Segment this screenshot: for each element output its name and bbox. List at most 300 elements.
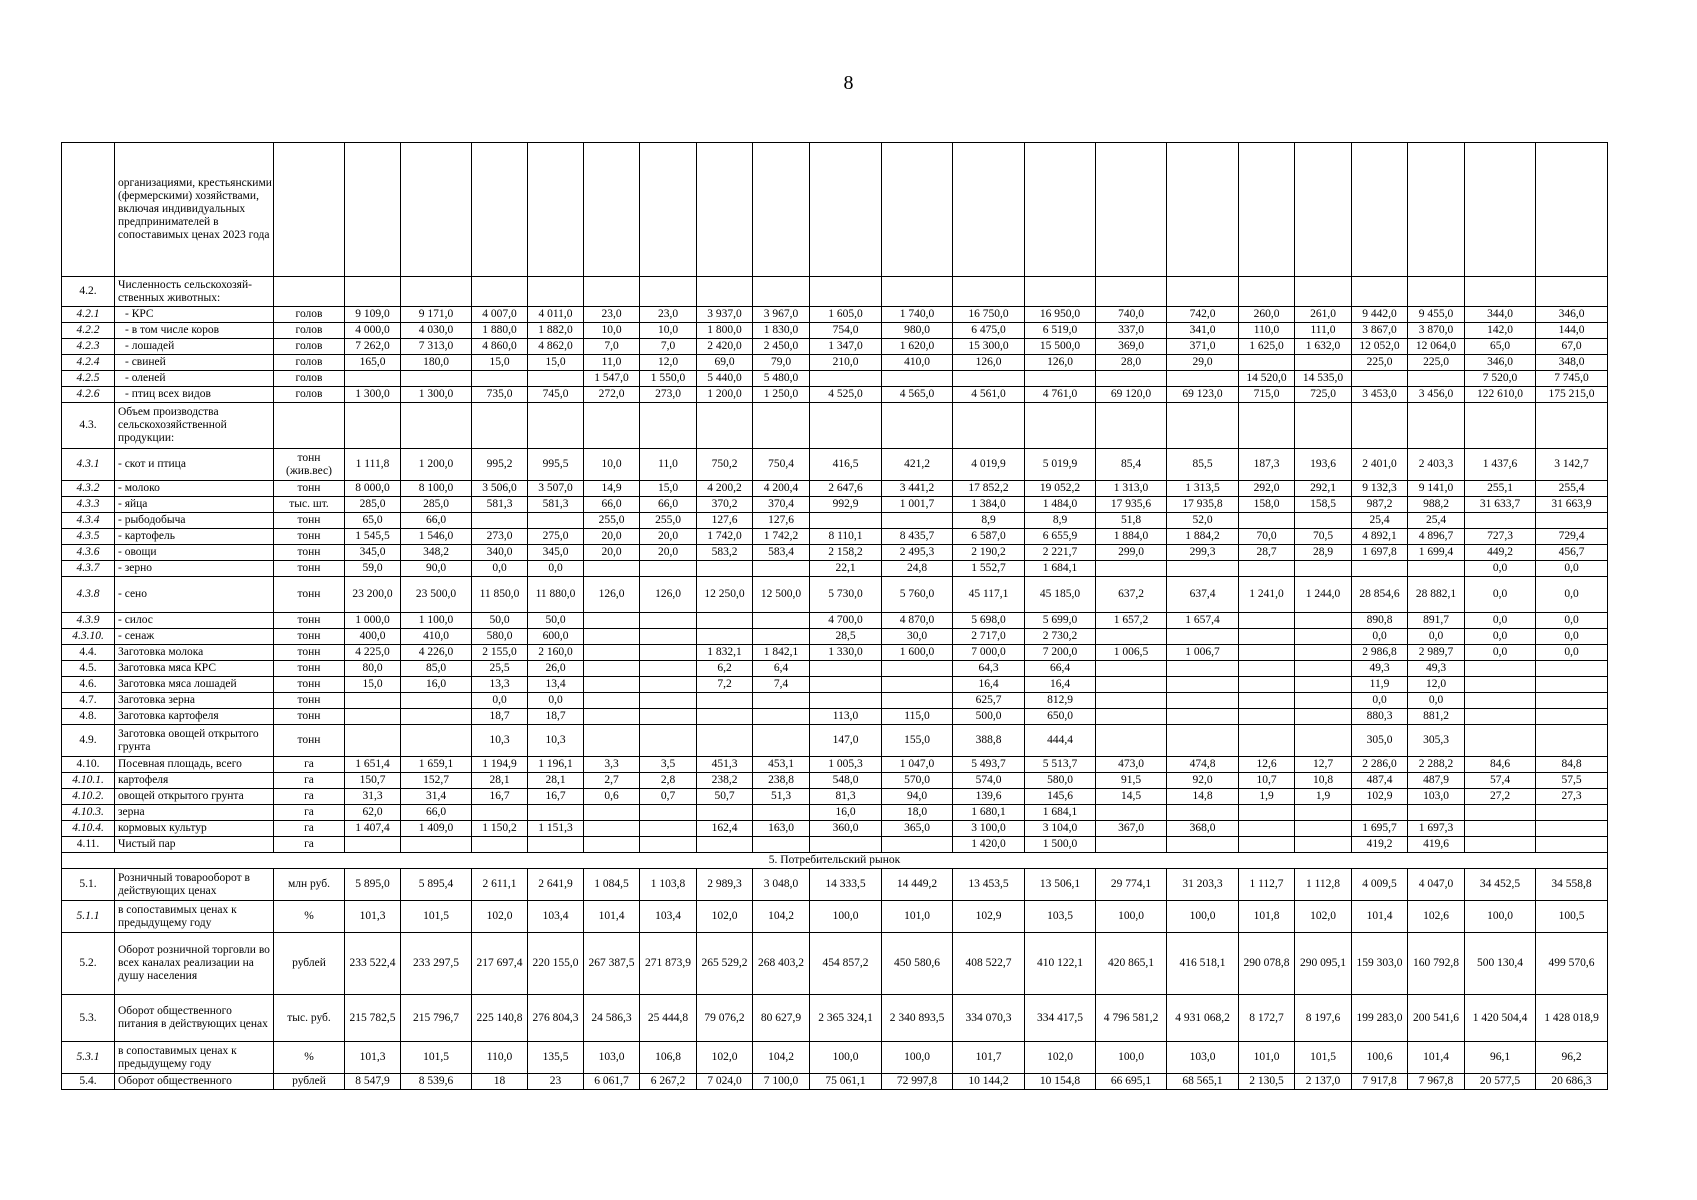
value-cell: 238,8	[753, 773, 810, 789]
value-cell: 12 500,0	[753, 577, 810, 613]
value-cell: 1 313,0	[1096, 481, 1167, 497]
value-cell: 96,2	[1536, 1042, 1608, 1074]
table-row	[62, 901, 1608, 933]
row-name: - КРС	[115, 307, 274, 323]
value-cell	[753, 613, 810, 629]
value-cell: 23 500,0	[401, 577, 472, 613]
value-cell: 101,4	[584, 901, 640, 933]
value-cell: 368,0	[1167, 821, 1239, 837]
value-cell	[1295, 837, 1352, 853]
table-row	[62, 773, 1608, 789]
value-cell: 10,0	[584, 323, 640, 339]
table-row	[62, 1042, 1608, 1074]
value-cell: 69 120,0	[1096, 387, 1167, 403]
value-cell: 499 570,6	[1536, 933, 1608, 995]
row-unit	[274, 403, 345, 449]
value-cell: 102,0	[697, 901, 753, 933]
value-cell	[1295, 725, 1352, 757]
value-cell: 4 047,0	[1408, 869, 1465, 901]
value-cell: 487,4	[1352, 773, 1408, 789]
row-code: 4.10.4.	[62, 821, 115, 837]
table-row	[62, 143, 1608, 277]
value-cell: 1 657,4	[1167, 613, 1239, 629]
value-cell: 158,0	[1239, 497, 1295, 513]
value-cell: 4 225,0	[345, 645, 401, 661]
value-cell: 16,0	[401, 677, 472, 693]
value-cell	[1295, 355, 1352, 371]
value-cell: 292,1	[1295, 481, 1352, 497]
value-cell	[584, 613, 640, 629]
value-cell: 346,0	[1536, 307, 1608, 323]
row-unit: тонн	[274, 709, 345, 725]
value-cell	[697, 613, 753, 629]
value-cell	[584, 277, 640, 307]
value-cell: 1 194,9	[472, 757, 528, 773]
row-code: 4.3.4	[62, 513, 115, 529]
value-cell: 8 110,1	[810, 529, 882, 545]
value-cell: 2 986,8	[1352, 645, 1408, 661]
value-cell	[697, 277, 753, 307]
value-cell: 637,2	[1096, 577, 1167, 613]
value-cell: 637,4	[1167, 577, 1239, 613]
value-cell: 255,0	[640, 513, 697, 529]
table-row	[62, 1074, 1608, 1090]
value-cell	[753, 805, 810, 821]
value-cell: 1 244,0	[1295, 577, 1352, 613]
value-cell: 285,0	[401, 497, 472, 513]
value-cell: 371,0	[1167, 339, 1239, 355]
value-cell	[1295, 277, 1352, 307]
row-unit: га	[274, 757, 345, 773]
value-cell	[472, 805, 528, 821]
value-cell: 548,0	[810, 773, 882, 789]
value-cell: 4 860,0	[472, 339, 528, 355]
row-unit: тонн	[274, 513, 345, 529]
value-cell: 1 882,0	[528, 323, 584, 339]
value-cell: 225 140,8	[472, 995, 528, 1042]
value-cell: 142,0	[1465, 323, 1536, 339]
value-cell: 8,9	[1025, 513, 1096, 529]
value-cell: 11,0	[584, 355, 640, 371]
value-cell: 100,0	[1096, 1042, 1167, 1074]
value-cell	[1295, 677, 1352, 693]
value-cell: 92,0	[1167, 773, 1239, 789]
table-body	[62, 143, 1608, 1090]
value-cell	[1295, 629, 1352, 645]
value-cell: 0,0	[528, 693, 584, 709]
value-cell	[1352, 143, 1408, 277]
value-cell: 1 196,1	[528, 757, 584, 773]
value-cell	[584, 629, 640, 645]
value-cell: 4 200,4	[753, 481, 810, 497]
value-cell: 101,4	[1408, 1042, 1465, 1074]
value-cell: 14 535,0	[1295, 371, 1352, 387]
value-cell: 1 047,0	[882, 757, 953, 773]
value-cell	[1465, 709, 1536, 725]
value-cell: 31 633,7	[1465, 497, 1536, 513]
value-cell: 100,5	[1536, 901, 1608, 933]
value-cell: 158,5	[1295, 497, 1352, 513]
value-cell: 217 697,4	[472, 933, 528, 995]
value-cell: 193,6	[1295, 449, 1352, 481]
value-cell: 103,5	[1025, 901, 1096, 933]
value-cell	[401, 725, 472, 757]
value-cell	[472, 403, 528, 449]
value-cell	[1465, 661, 1536, 677]
value-cell: 2 288,2	[1408, 757, 1465, 773]
value-cell	[1295, 661, 1352, 677]
value-cell: 1 084,5	[584, 869, 640, 901]
value-cell: 305,0	[1352, 725, 1408, 757]
value-cell: 102,6	[1408, 901, 1465, 933]
value-cell: 2 340 893,5	[882, 995, 953, 1042]
value-cell: 580,0	[472, 629, 528, 645]
value-cell: 292,0	[1239, 481, 1295, 497]
value-cell: 101,5	[401, 901, 472, 933]
value-cell	[1408, 403, 1465, 449]
row-code: 5.3.1	[62, 1042, 115, 1074]
value-cell: 200 541,6	[1408, 995, 1465, 1042]
value-cell: 127,6	[697, 513, 753, 529]
row-unit: тонн	[274, 725, 345, 757]
row-unit: тонн	[274, 693, 345, 709]
row-code: 4.3.6	[62, 545, 115, 561]
value-cell: 79,0	[753, 355, 810, 371]
value-cell: 51,8	[1096, 513, 1167, 529]
value-cell: 3 048,0	[753, 869, 810, 901]
value-cell: 160 792,8	[1408, 933, 1465, 995]
value-cell: 7 313,0	[401, 339, 472, 355]
value-cell: 19 052,2	[1025, 481, 1096, 497]
value-cell: 233 522,4	[345, 933, 401, 995]
value-cell: 22,1	[810, 561, 882, 577]
value-cell	[1408, 371, 1465, 387]
section-title: 5. Потребительский рынок	[62, 853, 1608, 869]
value-cell: 410,0	[401, 629, 472, 645]
value-cell: 17 852,2	[953, 481, 1025, 497]
value-cell	[528, 143, 584, 277]
value-cell	[640, 661, 697, 677]
value-cell: 139,6	[953, 789, 1025, 805]
value-cell	[1536, 677, 1608, 693]
value-cell	[1295, 403, 1352, 449]
value-cell: 255,4	[1536, 481, 1608, 497]
value-cell: 90,0	[401, 561, 472, 577]
value-cell: 754,0	[810, 323, 882, 339]
value-cell: 1 250,0	[753, 387, 810, 403]
value-cell: 275,0	[528, 529, 584, 545]
table-row	[62, 449, 1608, 481]
value-cell	[697, 143, 753, 277]
table-row	[62, 757, 1608, 773]
value-cell: 101,0	[882, 901, 953, 933]
value-cell: 1 684,1	[1025, 805, 1096, 821]
value-cell	[1408, 143, 1465, 277]
value-cell: 890,8	[1352, 613, 1408, 629]
value-cell: 285,0	[345, 497, 401, 513]
value-cell	[640, 277, 697, 307]
value-cell	[810, 277, 882, 307]
value-cell: 3 441,2	[882, 481, 953, 497]
value-cell	[1536, 805, 1608, 821]
value-cell: 165,0	[345, 355, 401, 371]
value-cell: 0,0	[1536, 645, 1608, 661]
value-cell: 4 030,0	[401, 323, 472, 339]
value-cell: 20,0	[584, 529, 640, 545]
value-cell: 4 862,0	[528, 339, 584, 355]
row-unit: тонн	[274, 629, 345, 645]
value-cell	[1096, 677, 1167, 693]
value-cell	[528, 277, 584, 307]
value-cell	[697, 709, 753, 725]
value-cell: 66,0	[584, 497, 640, 513]
value-cell	[697, 837, 753, 853]
row-code: 4.2.5	[62, 371, 115, 387]
value-cell	[1536, 403, 1608, 449]
value-cell	[1096, 277, 1167, 307]
value-cell: 995,5	[528, 449, 584, 481]
value-cell: 583,4	[753, 545, 810, 561]
row-code: 4.2.1	[62, 307, 115, 323]
value-cell: 980,0	[882, 323, 953, 339]
value-cell: 2 641,9	[528, 869, 584, 901]
table-row	[62, 693, 1608, 709]
value-cell: 31,4	[401, 789, 472, 805]
value-cell	[697, 403, 753, 449]
row-code: 4.6.	[62, 677, 115, 693]
row-unit: голов	[274, 371, 345, 387]
value-cell: 1 420 504,4	[1465, 995, 1536, 1042]
value-cell	[1096, 403, 1167, 449]
table-row	[62, 339, 1608, 355]
value-cell	[1536, 709, 1608, 725]
value-cell: 17 935,6	[1096, 497, 1167, 513]
value-cell: 1 500,0	[1025, 837, 1096, 853]
value-cell: 273,0	[640, 387, 697, 403]
value-cell	[953, 371, 1025, 387]
table-row	[62, 789, 1608, 805]
value-cell	[584, 143, 640, 277]
value-cell: 126,0	[953, 355, 1025, 371]
value-cell: 341,0	[1167, 323, 1239, 339]
value-cell: 69,0	[697, 355, 753, 371]
value-cell	[1239, 561, 1295, 577]
value-cell	[953, 277, 1025, 307]
row-name: Заготовка мяса КРС	[115, 661, 274, 677]
value-cell: 1 740,0	[882, 307, 953, 323]
row-name: Объем производства сельскохозяйственной продукции:	[115, 403, 274, 449]
value-cell: 67,0	[1536, 339, 1608, 355]
value-cell	[401, 693, 472, 709]
table-row	[62, 613, 1608, 629]
value-cell: 5 730,0	[810, 577, 882, 613]
value-cell: 1 800,0	[697, 323, 753, 339]
value-cell: 2 495,3	[882, 545, 953, 561]
value-cell	[810, 661, 882, 677]
row-name: Чистый пар	[115, 837, 274, 853]
value-cell	[1167, 561, 1239, 577]
value-cell	[697, 693, 753, 709]
value-cell: 583,2	[697, 545, 753, 561]
value-cell: 79 076,2	[697, 995, 753, 1042]
value-cell: 3 967,0	[753, 307, 810, 323]
value-cell: 1 657,2	[1096, 613, 1167, 629]
value-cell: 65,0	[345, 513, 401, 529]
value-cell	[528, 837, 584, 853]
value-cell	[1096, 837, 1167, 853]
value-cell	[1096, 561, 1167, 577]
value-cell: 388,8	[953, 725, 1025, 757]
value-cell: 1 699,4	[1408, 545, 1465, 561]
value-cell: 0,0	[1536, 561, 1608, 577]
value-cell: 127,6	[753, 513, 810, 529]
value-cell: 0,0	[1465, 613, 1536, 629]
row-name: кормовых культур	[115, 821, 274, 837]
value-cell: 3 867,0	[1352, 323, 1408, 339]
value-cell: 1 151,3	[528, 821, 584, 837]
value-cell	[1239, 709, 1295, 725]
value-cell	[640, 143, 697, 277]
row-name: - рыбодобыча	[115, 513, 274, 529]
value-cell: 14,5	[1096, 789, 1167, 805]
value-cell	[753, 561, 810, 577]
value-cell: 4 561,0	[953, 387, 1025, 403]
row-unit: тонн	[274, 481, 345, 497]
value-cell: 126,0	[584, 577, 640, 613]
table-row	[62, 805, 1608, 821]
value-cell: 10,7	[1239, 773, 1295, 789]
value-cell: 8 547,9	[345, 1074, 401, 1090]
value-cell: 28,9	[1295, 545, 1352, 561]
value-cell: 7 100,0	[753, 1074, 810, 1090]
row-name: - в том числе коров	[115, 323, 274, 339]
value-cell: 0,6	[584, 789, 640, 805]
value-cell: 16,0	[810, 805, 882, 821]
row-name: Заготовка зерна	[115, 693, 274, 709]
value-cell: 50,7	[697, 789, 753, 805]
row-code: 4.11.	[62, 837, 115, 853]
row-code: 5.4.	[62, 1074, 115, 1090]
value-cell: 102,0	[1295, 901, 1352, 933]
value-cell: 7 917,8	[1352, 1074, 1408, 1090]
value-cell	[584, 677, 640, 693]
value-cell: 715,0	[1239, 387, 1295, 403]
value-cell: 8 197,6	[1295, 995, 1352, 1042]
row-unit: тонн	[274, 661, 345, 677]
row-unit: га	[274, 789, 345, 805]
value-cell: 17 935,8	[1167, 497, 1239, 513]
value-cell: 1 884,2	[1167, 529, 1239, 545]
value-cell: 101,5	[401, 1042, 472, 1074]
value-cell	[528, 513, 584, 529]
value-cell: 57,4	[1465, 773, 1536, 789]
value-cell	[882, 677, 953, 693]
value-cell: 155,0	[882, 725, 953, 757]
value-cell: 7,4	[753, 677, 810, 693]
value-cell	[1465, 821, 1536, 837]
value-cell: 106,8	[640, 1042, 697, 1074]
value-cell: 57,5	[1536, 773, 1608, 789]
table-row	[62, 307, 1608, 323]
value-cell	[1239, 661, 1295, 677]
value-cell: 12,7	[1295, 757, 1352, 773]
value-cell: 745,0	[528, 387, 584, 403]
value-cell: 20,0	[640, 545, 697, 561]
value-cell	[1295, 645, 1352, 661]
value-cell: 2 420,0	[697, 339, 753, 355]
value-cell	[472, 837, 528, 853]
value-cell: 995,2	[472, 449, 528, 481]
value-cell: 625,7	[953, 693, 1025, 709]
value-cell	[1167, 805, 1239, 821]
value-cell	[1295, 693, 1352, 709]
value-cell: 101,7	[953, 1042, 1025, 1074]
value-cell: 740,0	[1096, 307, 1167, 323]
row-unit: голов	[274, 339, 345, 355]
table-row	[62, 323, 1608, 339]
value-cell	[1465, 693, 1536, 709]
value-cell: 1 384,0	[953, 497, 1025, 513]
value-cell: 500,0	[953, 709, 1025, 725]
value-cell: 0,0	[1536, 613, 1608, 629]
value-cell	[584, 805, 640, 821]
value-cell: 220 155,0	[528, 933, 584, 995]
value-cell: 881,2	[1408, 709, 1465, 725]
value-cell: 581,3	[528, 497, 584, 513]
value-cell: 6 267,2	[640, 1074, 697, 1090]
value-cell	[640, 629, 697, 645]
value-cell	[640, 403, 697, 449]
value-cell: 215 782,5	[345, 995, 401, 1042]
row-name: Оборот розничной торговли во всех каналах реализации на душу населения	[115, 933, 274, 995]
value-cell: 420 865,1	[1096, 933, 1167, 995]
value-cell	[1536, 513, 1608, 529]
value-cell	[1536, 725, 1608, 757]
value-cell: 215 796,7	[401, 995, 472, 1042]
value-cell: 14,8	[1167, 789, 1239, 805]
value-cell: 5 019,9	[1025, 449, 1096, 481]
value-cell	[1239, 645, 1295, 661]
value-cell: 27,2	[1465, 789, 1536, 805]
row-code: 4.3.3	[62, 497, 115, 513]
value-cell	[1239, 805, 1295, 821]
value-cell	[697, 805, 753, 821]
value-cell: 1 428 018,9	[1536, 995, 1608, 1042]
value-cell: 0,7	[640, 789, 697, 805]
value-cell: 4 200,2	[697, 481, 753, 497]
value-cell	[1167, 693, 1239, 709]
value-cell: 581,3	[472, 497, 528, 513]
row-name: - молоко	[115, 481, 274, 497]
value-cell	[1096, 725, 1167, 757]
value-cell: 31,3	[345, 789, 401, 805]
value-cell	[584, 661, 640, 677]
value-cell: 4 009,5	[1352, 869, 1408, 901]
value-cell: 6 655,9	[1025, 529, 1096, 545]
value-cell: 1 150,2	[472, 821, 528, 837]
value-cell: 1 545,5	[345, 529, 401, 545]
value-cell: 268 403,2	[753, 933, 810, 995]
row-code: 4.2.6	[62, 387, 115, 403]
value-cell	[584, 709, 640, 725]
value-cell: 1 550,0	[640, 371, 697, 387]
value-cell: 0,0	[528, 561, 584, 577]
table-row	[62, 995, 1608, 1042]
row-code: 5.2.	[62, 933, 115, 995]
value-cell: 750,2	[697, 449, 753, 481]
value-cell: 2 158,2	[810, 545, 882, 561]
table-row	[62, 933, 1608, 995]
